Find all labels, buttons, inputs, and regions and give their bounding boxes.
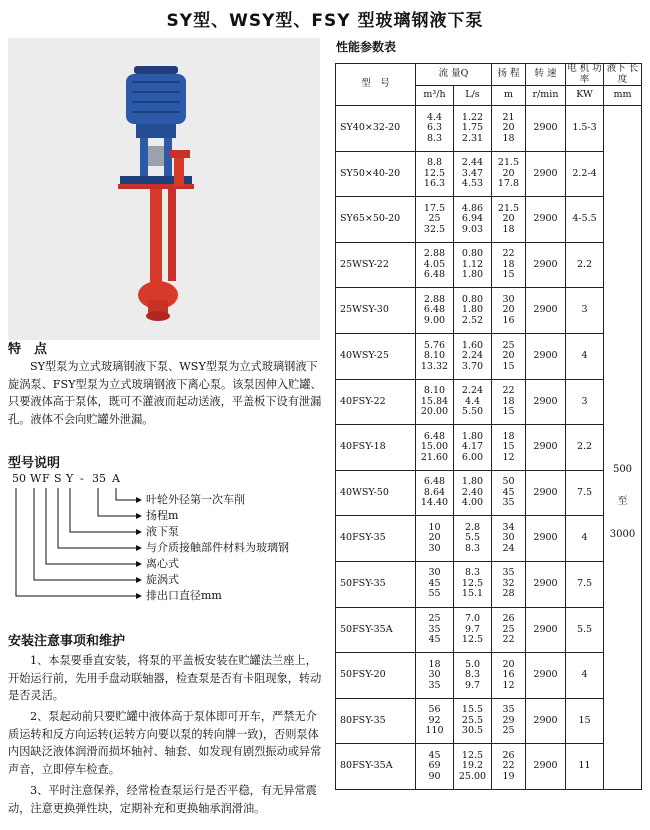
- cell-head: 26 22 19: [492, 744, 526, 790]
- cell-flow-ls: 12.5 19.2 25.00: [454, 744, 492, 790]
- cell-speed: 2900: [526, 151, 566, 197]
- install-heading: 安装注意事项和维护: [8, 634, 126, 649]
- cell-head: 22 18 15: [492, 242, 526, 288]
- cell-flow-m3h: 18 30 35: [416, 653, 454, 699]
- features-heading: 特 点: [8, 342, 48, 357]
- cell-head: 25 20 15: [492, 333, 526, 379]
- cell-power: 7.5: [566, 561, 604, 607]
- cell-speed: 2900: [526, 653, 566, 699]
- install-item: 1、本泵要垂直安装，将泵的平盖板安装在贮罐法兰座上，开始运行前，先用手盘动联轴器，检查泵是否有卡阻现象，转动是否灵活。: [8, 654, 322, 702]
- pump-illustration: [8, 38, 320, 340]
- table-row: [336, 744, 642, 790]
- cell-model: 40FSY-35: [336, 516, 416, 562]
- cell-model: SY65×50-20: [336, 197, 416, 243]
- table-row: [336, 197, 642, 243]
- header-power: 电 机 功 率: [567, 63, 602, 85]
- code-part: F: [42, 472, 50, 485]
- cell-speed: 2900: [526, 561, 566, 607]
- cell-flow-m3h: 6.48 8.64 14.40: [416, 470, 454, 516]
- cell-model: 50FSY-35A: [336, 607, 416, 653]
- cell-power: 15: [566, 698, 604, 744]
- cell-model: 40WSY-50: [336, 470, 416, 516]
- cell-power: 5.5: [566, 607, 604, 653]
- table-title: 性能参数表: [336, 40, 397, 54]
- code-part: Y: [66, 472, 74, 485]
- cell-power: 2.2: [566, 425, 604, 471]
- cell-flow-ls: 2.24 4.4 5.50: [454, 379, 492, 425]
- cell-speed: 2900: [526, 744, 566, 790]
- cell-head: 22 18 15: [492, 379, 526, 425]
- cell-power: 4-5.5: [566, 197, 604, 243]
- header-power-unit: KW: [566, 86, 604, 106]
- cell-flow-ls: 2.8 5.5 8.3: [454, 516, 492, 562]
- code-label: 旋涡式: [146, 573, 179, 586]
- cell-head: 30 20 16: [492, 288, 526, 334]
- cell-flow-ls: 1.22 1.75 2.31: [454, 106, 492, 152]
- cell-model: SY40×32-20: [336, 106, 416, 152]
- cell-flow-m3h: 10 20 30: [416, 516, 454, 562]
- cell-model: 25WSY-22: [336, 242, 416, 288]
- cell-head: 20 16 12: [492, 653, 526, 699]
- cell-model: 40WSY-25: [336, 333, 416, 379]
- header-speed: 转 速: [526, 64, 566, 86]
- cell-head: 18 15 12: [492, 425, 526, 471]
- cell-flow-m3h: 8.8 12.5 16.3: [416, 151, 454, 197]
- install-item: 2、泵起动前只要贮罐中液体高于泵体即可开车，严禁无介质运转和反方向运转(运转方向要以泵的转向牌一致)，否则泵体内因缺泛液体润滑而损坏轴衬、轴套、如发现有剧烈振动或异常声音，立即停车检查。: [8, 710, 322, 776]
- table-row: [336, 653, 642, 699]
- page-title: SY型、WSY型、FSY 型玻璃钢液下泵: [166, 11, 484, 31]
- cell-power: 7.5: [566, 470, 604, 516]
- cell-model: 40FSY-22: [336, 379, 416, 425]
- header-depth-unit: mm: [604, 86, 642, 106]
- code-part: -: [80, 472, 84, 485]
- cell-power: 2.2: [566, 242, 604, 288]
- table-row: [336, 379, 642, 425]
- cell-model: 50FSY-35: [336, 561, 416, 607]
- cell-speed: 2900: [526, 470, 566, 516]
- table-row: [336, 470, 642, 516]
- table-row: [336, 151, 642, 197]
- cell-speed: 2900: [526, 197, 566, 243]
- cell-flow-m3h: 8.10 15.84 20.00: [416, 379, 454, 425]
- header-speed-unit: r/min: [526, 86, 566, 106]
- cell-flow-m3h: 5.76 8.10 13.32: [416, 333, 454, 379]
- cell-flow-ls: 7.0 9.7 12.5: [454, 607, 492, 653]
- cell-flow-m3h: 6.48 15.00 21.60: [416, 425, 454, 471]
- header-model: 型 号: [336, 64, 416, 106]
- cell-power: 4: [566, 516, 604, 562]
- cell-model: 40FSY-18: [336, 425, 416, 471]
- performance-table: [335, 63, 642, 790]
- leader-lines: [8, 472, 148, 612]
- depth-max: 3000: [609, 528, 636, 540]
- table-row: [336, 607, 642, 653]
- cell-flow-m3h: 56 92 110: [416, 698, 454, 744]
- table-row: [336, 288, 642, 334]
- header-flow-ls: L/s: [454, 86, 492, 106]
- cell-speed: 2900: [526, 333, 566, 379]
- depth-to: 至: [617, 496, 628, 508]
- cell-head: 26 25 22: [492, 607, 526, 653]
- cell-flow-ls: 0.80 1.80 2.52: [454, 288, 492, 334]
- table-row: [336, 561, 642, 607]
- cell-speed: 2900: [526, 242, 566, 288]
- cell-flow-m3h: 2.88 4.05 6.48: [416, 242, 454, 288]
- cell-head: 21.5 20 18: [492, 197, 526, 243]
- cell-flow-ls: 1.80 2.40 4.00: [454, 470, 492, 516]
- cell-model: 50FSY-20: [336, 653, 416, 699]
- cell-flow-ls: 1.60 2.24 3.70: [454, 333, 492, 379]
- cell-flow-m3h: 17.5 25 32.5: [416, 197, 454, 243]
- cell-power: 4: [566, 653, 604, 699]
- table-row: [336, 333, 642, 379]
- cell-flow-m3h: 30 45 55: [416, 561, 454, 607]
- cell-head: 21 20 18: [492, 106, 526, 152]
- cell-speed: 2900: [526, 379, 566, 425]
- table-row: [336, 698, 642, 744]
- code-part: A: [112, 472, 120, 485]
- header-flow-m3h: m³/h: [416, 86, 454, 106]
- cell-head: 21.5 20 17.8: [492, 151, 526, 197]
- cell-power: 3: [566, 288, 604, 334]
- table-row: [336, 242, 642, 288]
- cell-speed: 2900: [526, 106, 566, 152]
- cell-head: 35 29 25: [492, 698, 526, 744]
- cell-power: 11: [566, 744, 604, 790]
- model-code-diagram: [8, 472, 328, 612]
- code-label: 与介质接触部件材料为玻璃钢: [146, 541, 289, 554]
- table-row: [336, 516, 642, 562]
- cell-speed: 2900: [526, 288, 566, 334]
- cell-speed: 2900: [526, 425, 566, 471]
- cell-model: SY50×40-20: [336, 151, 416, 197]
- features-text: SY型泵为立式玻璃钢液下泵、WSY型泵为立式玻璃钢液下旋涡泵、FSY型泵为立式玻璃钢液下离心泵。该泵因伸入贮罐、只要液体高于泵体，既可不灌液而起动送液，平盖板下设有泄漏孔。液体不会向贮罐外泄漏。: [8, 360, 322, 426]
- cell-speed: 2900: [526, 516, 566, 562]
- cell-flow-ls: 1.80 4.17 6.00: [454, 425, 492, 471]
- pump-photo: [8, 38, 320, 340]
- cell-head: 34 30 24: [492, 516, 526, 562]
- cell-speed: 2900: [526, 698, 566, 744]
- cell-power: 4: [566, 333, 604, 379]
- header-depth: 液下 长度: [604, 64, 642, 86]
- cell-power: 3: [566, 379, 604, 425]
- code-part: S: [54, 472, 62, 485]
- cell-flow-ls: 5.0 8.3 9.7: [454, 653, 492, 699]
- install-item: 3、平时注意保养，经常检查泵运行是否平稳，有无异常震动，注意更换弹性块，定期补充和更换轴承润滑油。: [8, 784, 317, 815]
- model-desc-heading: 型号说明: [8, 456, 61, 471]
- cell-model: 80FSY-35A: [336, 744, 416, 790]
- code-label: 扬程m: [146, 509, 179, 522]
- cell-head: 35 32 28: [492, 561, 526, 607]
- cell-flow-ls: 0.80 1.12 1.80: [454, 242, 492, 288]
- table-row: [336, 106, 642, 152]
- header-head-unit: m: [492, 86, 526, 106]
- cell-flow-m3h: 4.4 6.3 8.3: [416, 106, 454, 152]
- cell-flow-ls: 15.5 25.5 30.5: [454, 698, 492, 744]
- cell-head: 50 45 35: [492, 470, 526, 516]
- cell-flow-ls: 4.86 6.94 9.03: [454, 197, 492, 243]
- header-flow: 流 量Q: [416, 64, 492, 86]
- code-label: 排出口直径mm: [146, 589, 222, 602]
- code-part: 50: [12, 472, 26, 485]
- header-head: 扬 程: [492, 64, 526, 86]
- cell-power: 2.2-4: [566, 151, 604, 197]
- table-row: [336, 425, 642, 471]
- depth-min: 500: [612, 463, 633, 475]
- cell-flow-ls: 2.44 3.47 4.53: [454, 151, 492, 197]
- cell-flow-m3h: 25 35 45: [416, 607, 454, 653]
- cell-flow-ls: 8.3 12.5 15.1: [454, 561, 492, 607]
- cell-flow-m3h: 2.88 6.48 9.00: [416, 288, 454, 334]
- code-label: 叶轮外径第一次车削: [146, 493, 245, 506]
- cell-speed: 2900: [526, 607, 566, 653]
- code-label: 液下泵: [146, 525, 179, 538]
- cell-power: 1.5-3: [566, 106, 604, 152]
- cell-model: 80FSY-35: [336, 698, 416, 744]
- cell-depth-range: [604, 106, 642, 790]
- cell-model: 25WSY-30: [336, 288, 416, 334]
- code-part: 35: [92, 472, 106, 485]
- code-part: W: [30, 472, 42, 485]
- code-label: 离心式: [146, 557, 179, 570]
- cell-flow-m3h: 45 69 90: [416, 744, 454, 790]
